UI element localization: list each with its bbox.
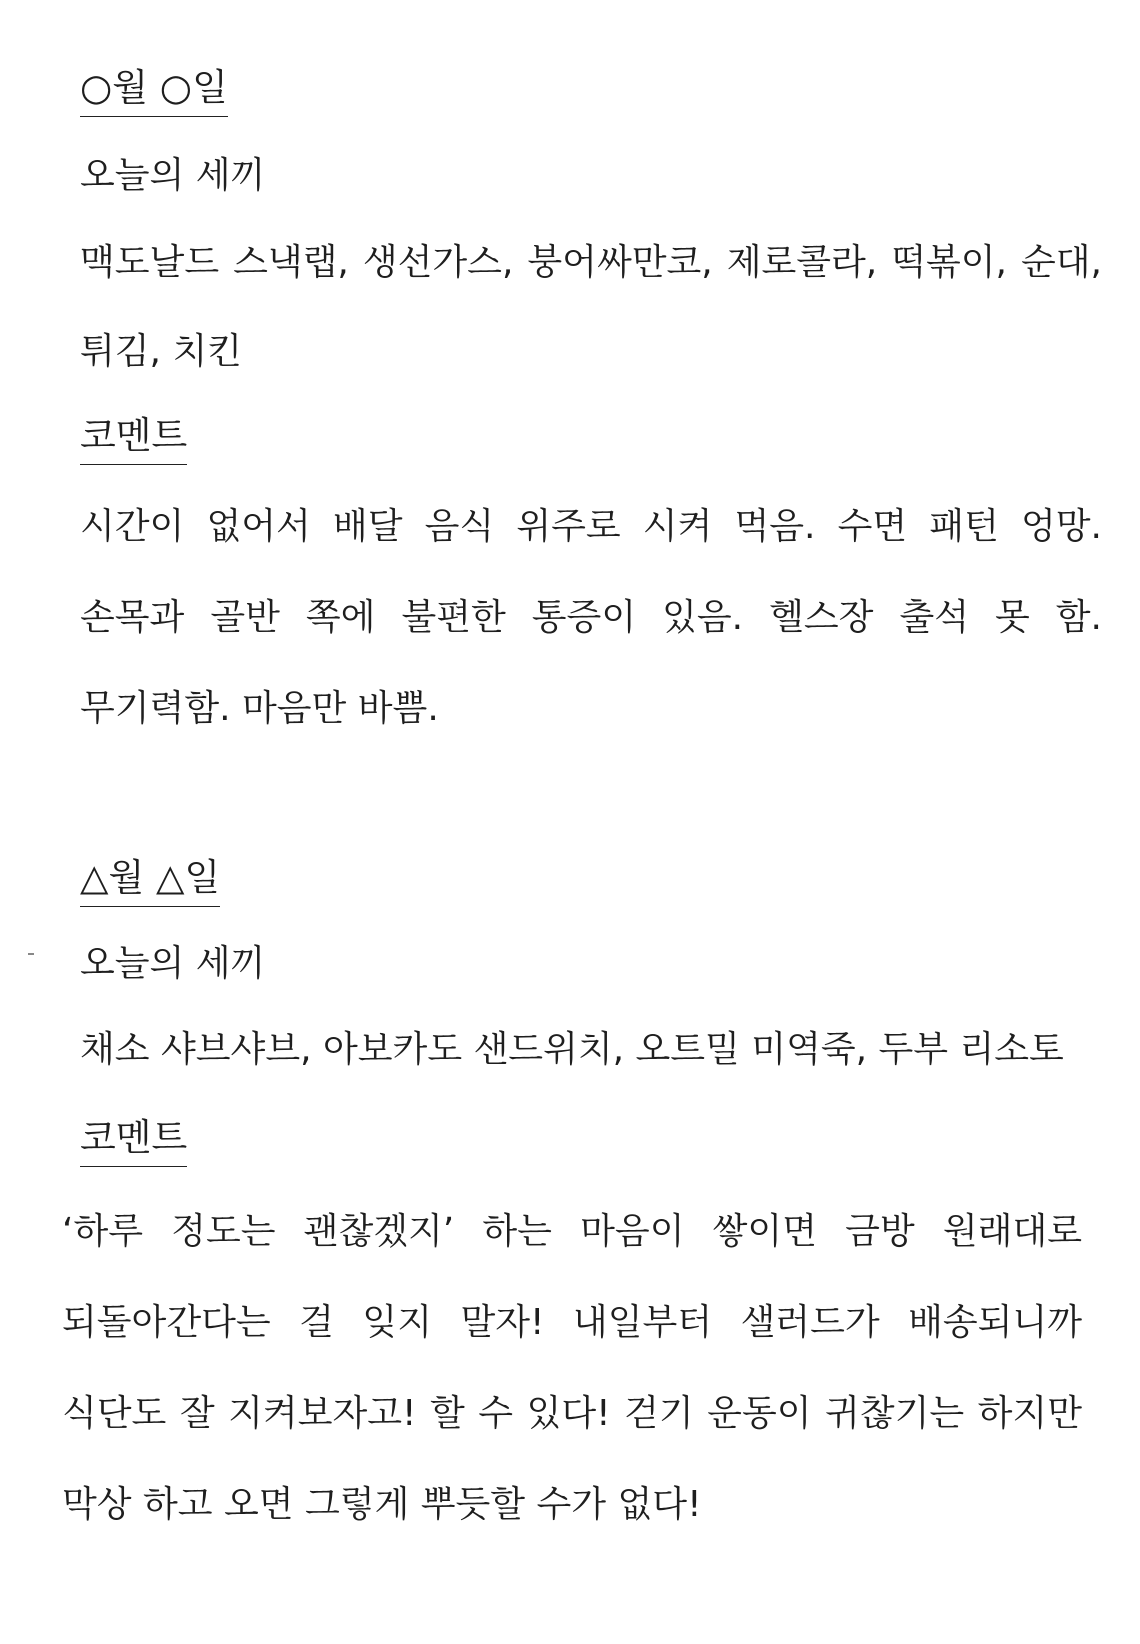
comment-text: ‘하루 정도는 괜찮겠지’ 하는 마음이 쌓이면 금방 원래대로 되돌아간다는 걸 잊지 말자! 내일부터 샐러드가 배송되니까 식단도 잘 지켜보자고! 할 수 있다! 걷기 운동이 귀찮기는 하지만 막상 하고 오면 그렇게 뿌듯할 수가 없다! xyxy=(62,1211,1082,1525)
scan-speck xyxy=(28,953,34,955)
meals-label: 오늘의 세끼 xyxy=(80,943,266,984)
meals-list: 채소 샤브샤브, 아보카도 샌드위치, 오트밀 미역죽, 두부 리소토 xyxy=(80,1029,1064,1070)
entry-date: ○월 ○일 xyxy=(80,66,228,117)
comment-label: 코멘트 xyxy=(80,1116,187,1167)
entry-date: △월 △일 xyxy=(80,856,220,907)
meals-list: 맥도날드 스낵랩, 생선가스, 붕어싸만코, 제로콜라, 떡볶이, 순대, 튀김, 치킨 xyxy=(80,242,1102,372)
comment-label: 코멘트 xyxy=(80,414,187,465)
comment-text: 시간이 없어서 배달 음식 위주로 시켜 먹음. 수면 패턴 엉망. 손목과 골반 쪽에 불편한 통증이 있음. 헬스장 출석 못 함. 무기력함. 마음만 바쁨. xyxy=(80,506,1102,729)
meals-label: 오늘의 세끼 xyxy=(80,155,266,196)
